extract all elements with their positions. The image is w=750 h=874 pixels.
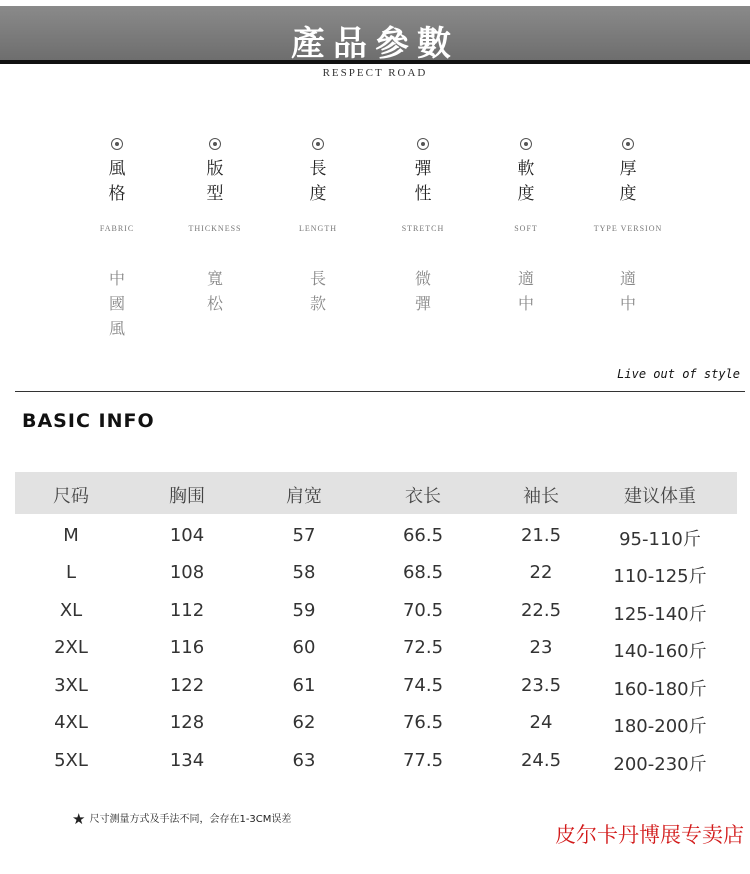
table-cell: 128 <box>169 712 205 733</box>
param-english: STRETCH <box>401 224 445 233</box>
param-english: LENGTH <box>299 224 337 233</box>
divider <box>15 391 745 392</box>
param-column-stretch <box>363 138 483 313</box>
table-cell: 4XL <box>54 712 88 733</box>
slogan: Live out of style <box>617 367 740 381</box>
table-cell: 70.5 <box>402 600 444 621</box>
param-value: 適中 <box>619 269 636 313</box>
param-column-fit <box>155 138 275 313</box>
table-cell: 23.5 <box>520 675 562 696</box>
param-name: 版型 <box>206 159 224 204</box>
column-header: 胸围 <box>169 486 205 507</box>
table-cell: M <box>63 525 79 546</box>
column-header: 建议体重 <box>624 486 696 507</box>
table-cell: 2XL <box>54 637 88 658</box>
page-subtitle: RESPECT ROAD <box>322 67 428 79</box>
column-header: 尺码 <box>53 486 89 507</box>
table-cell: 22.5 <box>520 600 562 621</box>
table-cell: 200-230斤 <box>613 754 707 775</box>
param-value: 長款 <box>309 269 326 313</box>
param-value: 微彈 <box>414 269 431 313</box>
shop-name: 皮尔卡丹博展专卖店 <box>555 823 744 847</box>
table-cell: 74.5 <box>402 675 444 696</box>
target-icon <box>111 138 123 150</box>
table-cell: 180-200斤 <box>613 716 707 737</box>
param-name: 彈性 <box>414 159 432 204</box>
table-cell: XL <box>59 600 83 621</box>
param-english: FABRIC <box>99 224 135 233</box>
table-cell: 3XL <box>54 675 88 696</box>
measurement-note <box>72 810 291 828</box>
table-cell: 116 <box>169 637 205 658</box>
table-cell: 68.5 <box>402 562 444 583</box>
column-header: 肩宽 <box>286 486 322 507</box>
param-name: 軟度 <box>517 159 535 204</box>
column-header: 衣长 <box>405 486 441 507</box>
table-cell: 110-125斤 <box>613 566 707 587</box>
param-english: TYPE VERSION <box>593 224 663 233</box>
table-cell: 58 <box>292 562 316 583</box>
page-title: 產品參數 <box>291 24 459 64</box>
table-cell: 122 <box>169 675 205 696</box>
table-cell: 134 <box>169 750 205 771</box>
table-cell: 59 <box>292 600 316 621</box>
table-cell: 22 <box>529 562 553 583</box>
note-text: 尺寸测量方式及手法不同，会存在1-3CM误差 <box>89 814 292 825</box>
table-cell: 61 <box>292 675 316 696</box>
table-cell: 76.5 <box>402 712 444 733</box>
param-value: 寬松 <box>206 269 223 313</box>
table-cell: L <box>65 562 77 583</box>
param-name: 長度 <box>309 159 327 204</box>
table-cell: 108 <box>169 562 205 583</box>
param-column-thickness <box>568 138 688 313</box>
table-cell: 24.5 <box>520 750 562 771</box>
table-cell: 23 <box>529 637 553 658</box>
table-cell: 63 <box>292 750 316 771</box>
table-cell: 77.5 <box>402 750 444 771</box>
param-english: THICKNESS <box>188 224 242 233</box>
table-cell: 24 <box>529 712 553 733</box>
table-cell: 104 <box>169 525 205 546</box>
table-cell: 60 <box>292 637 316 658</box>
target-icon <box>520 138 532 150</box>
table-cell: 125-140斤 <box>613 604 707 625</box>
table-cell: 112 <box>169 600 205 621</box>
param-value: 適中 <box>517 269 534 313</box>
table-cell: 140-160斤 <box>613 641 707 662</box>
param-name: 風格 <box>108 159 126 204</box>
table-cell: 62 <box>292 712 316 733</box>
table-cell: 72.5 <box>402 637 444 658</box>
table-cell: 160-180斤 <box>613 679 707 700</box>
table-cell: 95-110斤 <box>619 529 701 550</box>
table-cell: 66.5 <box>402 525 444 546</box>
target-icon <box>312 138 324 150</box>
target-icon <box>209 138 221 150</box>
column-header: 袖长 <box>523 486 559 507</box>
param-column-length <box>258 138 378 313</box>
param-name: 厚度 <box>619 159 637 204</box>
star-icon: ★ <box>72 810 86 828</box>
basic-info-title: BASIC INFO <box>22 410 155 432</box>
param-english: SOFT <box>514 224 538 233</box>
target-icon <box>622 138 634 150</box>
title-banner <box>0 6 750 64</box>
target-icon <box>417 138 429 150</box>
param-value: 中國風 <box>108 269 125 338</box>
table-cell: 5XL <box>54 750 88 771</box>
table-cell: 57 <box>292 525 316 546</box>
table-cell: 21.5 <box>520 525 562 546</box>
